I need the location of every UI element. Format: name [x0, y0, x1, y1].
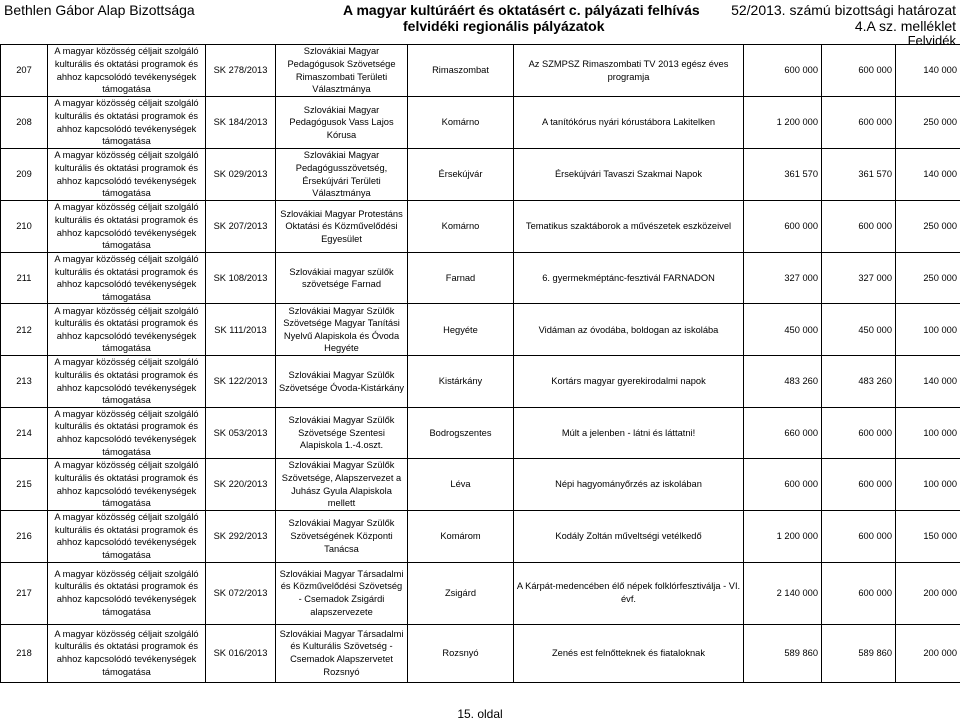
application-id: SK 053/2013 — [206, 407, 276, 458]
document-subtitle: felvidéki regionális pályázatok — [403, 18, 605, 34]
city-cell: Léva — [408, 459, 514, 511]
application-id: SK 207/2013 — [206, 201, 276, 253]
awarded-amount: 600 000 — [822, 201, 896, 253]
category-cell: A magyar közösség céljait szolgáló kulturális és oktatási programok és ahhoz kapcsolódó tevékenységek támogatása — [48, 45, 206, 97]
category-cell: A magyar közösség céljait szolgáló kulturális és oktatási programok és ahhoz kapcsolódó tevékenységek támogatása — [48, 201, 206, 253]
requested-amount: 600 000 — [744, 459, 822, 511]
granted-amount: 250 000 — [896, 201, 960, 253]
region-label: Felvidék — [907, 33, 956, 48]
awarded-amount: 327 000 — [822, 253, 896, 304]
row-number: 215 — [1, 459, 48, 511]
city-cell: Komárno — [408, 97, 514, 149]
granted-amount: 200 000 — [896, 624, 960, 682]
application-id: SK 072/2013 — [206, 562, 276, 624]
row-number: 209 — [1, 149, 48, 201]
table-row — [1, 304, 960, 356]
applicant-cell: Szlovákiai Magyar Protestáns Oktatási és Közművelődési Egyesület — [276, 201, 408, 253]
row-number: 212 — [1, 304, 48, 356]
category-cell: A magyar közösség céljait szolgáló kulturális és oktatási programok és ahhoz kapcsolódó tevékenységek támogatása — [48, 459, 206, 511]
requested-amount: 327 000 — [744, 253, 822, 304]
applicant-cell: Szlovákiai Magyar Pedagógusok Szövetsége Rimaszombati Területi Választmánya — [276, 45, 408, 97]
application-id: SK 278/2013 — [206, 45, 276, 97]
category-cell: A magyar közösség céljait szolgáló kulturális és oktatási programok és ahhoz kapcsolódó tevékenységek támogatása — [48, 304, 206, 356]
requested-amount: 2 140 000 — [744, 562, 822, 624]
granted-amount: 100 000 — [896, 459, 960, 511]
project-cell: 6. gyermekméptánc-fesztivál FARNADON — [514, 253, 744, 304]
city-cell: Érsekújvár — [408, 149, 514, 201]
category-cell: A magyar közösség céljait szolgáló kulturális és oktatási programok és ahhoz kapcsolódó tevékenységek támogatása — [48, 253, 206, 304]
granted-amount: 100 000 — [896, 407, 960, 458]
category-cell: A magyar közösség céljait szolgáló kulturális és oktatási programok és ahhoz kapcsolódó tevékenységek támogatása — [48, 407, 206, 458]
table-row — [1, 201, 960, 253]
granted-amount: 150 000 — [896, 511, 960, 562]
application-id: SK 016/2013 — [206, 624, 276, 682]
project-cell: A tanítókórus nyári kórustábora Lakitelken — [514, 97, 744, 149]
annex-number: 4.A sz. melléklet — [854, 18, 956, 34]
application-id: SK 029/2013 — [206, 149, 276, 201]
applicant-cell: Szlovákiai magyar szülők szövetsége Farnad — [276, 253, 408, 304]
awarded-amount: 600 000 — [822, 459, 896, 511]
organization-name: Bethlen Gábor Alap Bizottsága — [4, 2, 195, 18]
project-cell: Vidáman az óvodába, boldogan az iskolába — [514, 304, 744, 356]
requested-amount: 483 260 — [744, 356, 822, 407]
city-cell: Hegyéte — [408, 304, 514, 356]
city-cell: Komárno — [408, 201, 514, 253]
city-cell: Bodrogszentes — [408, 407, 514, 458]
page-header — [0, 0, 960, 48]
application-id: SK 111/2013 — [206, 304, 276, 356]
city-cell: Farnad — [408, 253, 514, 304]
requested-amount: 1 200 000 — [744, 97, 822, 149]
granted-amount: 140 000 — [896, 356, 960, 407]
granted-amount: 250 000 — [896, 253, 960, 304]
table-row — [1, 149, 960, 201]
requested-amount: 660 000 — [744, 407, 822, 458]
applicant-cell: Szlovákiai Magyar Szülők Szövetségének Központi Tanácsa — [276, 511, 408, 562]
category-cell: A magyar közösség céljait szolgáló kulturális és oktatási programok és ahhoz kapcsolódó tevékenységek támogatása — [48, 624, 206, 682]
project-cell: Tematikus szaktáborok a művészetek eszközeivel — [514, 201, 744, 253]
project-cell: Múlt a jelenben - látni és láttatni! — [514, 407, 744, 458]
application-id: SK 108/2013 — [206, 253, 276, 304]
page-number: 15. oldal — [457, 707, 503, 721]
row-number: 211 — [1, 253, 48, 304]
application-id: SK 292/2013 — [206, 511, 276, 562]
application-id: SK 122/2013 — [206, 356, 276, 407]
applicant-cell: Szlovákiai Magyar Szülők Szövetsége Szentesi Alapiskola 1.-4.oszt. — [276, 407, 408, 458]
row-number: 217 — [1, 562, 48, 624]
granted-amount: 200 000 — [896, 562, 960, 624]
row-number: 210 — [1, 201, 48, 253]
applicant-cell: Szlovákiai Magyar Társadalmi és Kulturális Szövetség - Csemadok Alapszervetet Rozsnyó — [276, 624, 408, 682]
project-cell: Zenés est felnőtteknek és fiataloknak — [514, 624, 744, 682]
awarded-amount: 483 260 — [822, 356, 896, 407]
awarded-amount: 600 000 — [822, 45, 896, 97]
row-number: 213 — [1, 356, 48, 407]
table-row — [1, 459, 960, 511]
project-cell: A Kárpát-medencében élő népek folklórfesztiválja - VI. évf. — [514, 562, 744, 624]
table-body — [1, 45, 960, 683]
resolution-number: 52/2013. számú bizottsági határozat — [731, 2, 956, 18]
row-number: 208 — [1, 97, 48, 149]
granted-amount: 250 000 — [896, 97, 960, 149]
project-cell: Népi hagyományőrzés az iskolában — [514, 459, 744, 511]
city-cell: Rozsnyó — [408, 624, 514, 682]
table-row — [1, 562, 960, 624]
project-cell: Kortárs magyar gyerekirodalmi napok — [514, 356, 744, 407]
requested-amount: 450 000 — [744, 304, 822, 356]
row-number: 214 — [1, 407, 48, 458]
applicant-cell: Szlovákiai Magyar Szülők Szövetsége Óvoda-Kistárkány — [276, 356, 408, 407]
table-row — [1, 624, 960, 682]
awarded-amount: 600 000 — [822, 562, 896, 624]
applicant-cell: Szlovákiai Magyar Pedagógusok Vass Lajos Kórusa — [276, 97, 408, 149]
table-row — [1, 511, 960, 562]
city-cell: Komárom — [408, 511, 514, 562]
applicant-cell: Szlovákiai Magyar Pedagógusszövetség, Érsekújvári Területi Választmánya — [276, 149, 408, 201]
row-number: 207 — [1, 45, 48, 97]
project-cell: Érsekújvári Tavaszi Szakmai Napok — [514, 149, 744, 201]
awarded-amount: 600 000 — [822, 407, 896, 458]
applicant-cell: Szlovákiai Magyar Társadalmi és Közművelődési Szövetség - Csemadok Zsigárdi alapszervezete — [276, 562, 408, 624]
category-cell: A magyar közösség céljait szolgáló kulturális és oktatási programok és ahhoz kapcsolódó tevékenységek támogatása — [48, 97, 206, 149]
application-id: SK 184/2013 — [206, 97, 276, 149]
awarded-amount: 361 570 — [822, 149, 896, 201]
applicant-cell: Szlovákiai Magyar Szülők Szövetsége, Alapszervezet a Juhász Gyula Alapiskola mellett — [276, 459, 408, 511]
city-cell: Rimaszombat — [408, 45, 514, 97]
document-title: A magyar kultúráért és oktatásért c. pályázati felhívás — [343, 2, 700, 18]
requested-amount: 361 570 — [744, 149, 822, 201]
city-cell: Zsigárd — [408, 562, 514, 624]
requested-amount: 1 200 000 — [744, 511, 822, 562]
applicant-cell: Szlovákiai Magyar Szülők Szövetsége Magyar Tanítási Nyelvű Alapiskola és Óvoda Hegyéte — [276, 304, 408, 356]
awarded-amount: 450 000 — [822, 304, 896, 356]
requested-amount: 600 000 — [744, 201, 822, 253]
application-id: SK 220/2013 — [206, 459, 276, 511]
city-cell: Kistárkány — [408, 356, 514, 407]
category-cell: A magyar közösség céljait szolgáló kulturális és oktatási programok és ahhoz kapcsolódó tevékenységek támogatása — [48, 511, 206, 562]
table-row — [1, 97, 960, 149]
granted-amount: 140 000 — [896, 45, 960, 97]
awarded-amount: 589 860 — [822, 624, 896, 682]
granted-amount: 140 000 — [896, 149, 960, 201]
granted-amount: 100 000 — [896, 304, 960, 356]
project-cell: Kodály Zoltán műveltségi vetélkedő — [514, 511, 744, 562]
table-row — [1, 253, 960, 304]
row-number: 216 — [1, 511, 48, 562]
category-cell: A magyar közösség céljait szolgáló kulturális és oktatási programok és ahhoz kapcsolódó tevékenységek támogatása — [48, 356, 206, 407]
row-number: 218 — [1, 624, 48, 682]
category-cell: A magyar közösség céljait szolgáló kulturális és oktatási programok és ahhoz kapcsolódó tevékenységek támogatása — [48, 149, 206, 201]
project-cell: Az SZMPSZ Rimaszombati TV 2013 egész éves programja — [514, 45, 744, 97]
grants-table — [0, 44, 960, 683]
table-row — [1, 407, 960, 458]
awarded-amount: 600 000 — [822, 97, 896, 149]
table-row — [1, 356, 960, 407]
requested-amount: 600 000 — [744, 45, 822, 97]
awarded-amount: 600 000 — [822, 511, 896, 562]
requested-amount: 589 860 — [744, 624, 822, 682]
category-cell: A magyar közösség céljait szolgáló kulturális és oktatási programok és ahhoz kapcsolódó tevékenységek támogatása — [48, 562, 206, 624]
table-row — [1, 45, 960, 97]
